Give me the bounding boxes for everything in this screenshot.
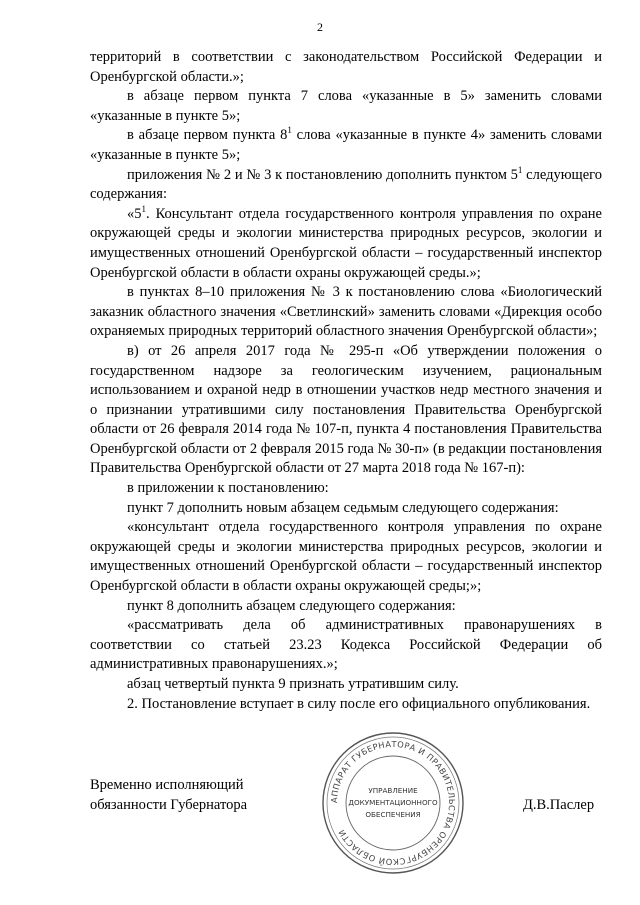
superscript: 1	[141, 203, 146, 214]
paragraph-text: . Консультант отдела государственного контроля управления по охране окружающей среды и экологии министерства природных ресурсов, экологии и имущественных отношений Оренбургской области – государственный инспектор Оренбургской области в области охраны окружающей среды.»;	[90, 205, 602, 281]
paragraph: пункт 7 дополнить новым абзацем седьмым следующего содержания:	[127, 499, 559, 516]
paragraph: «консультант отдела государственного контроля управления по охране окружающей среды и экологии министерства природных ресурсов, экологии и имущественных отношений Оренбургской области – государственный инспектор Оренбургской области в области охраны окружающей среды;»;	[90, 519, 602, 595]
superscript: 1	[517, 164, 523, 175]
paragraph	[90, 126, 602, 165]
superscript: 1	[287, 125, 292, 136]
seal-center-line: УПРАВЛЕНИЕ	[368, 786, 418, 795]
page-number: 2	[317, 20, 323, 34]
paragraph: пункт 8 дополнить абзацем следующего содержания:	[127, 597, 456, 614]
seal-ring-text: АППАРАТ ГУБЕРНАТОРА И ПРАВИТЕЛЬСТВА ОРЕНБУРГСКОЙ ОБЛАСТИ	[328, 738, 458, 868]
official-seal	[320, 730, 466, 876]
paragraph: «рассматривать дела об административных правонарушениях в соответствии со статьей 23.23 Кодекса Российской Федерации об административных правонарушениях.»;	[90, 617, 602, 673]
paragraph-text: слова «указанные в пункте 4» заменить словами «указанные в пункте 5»;	[90, 127, 603, 163]
position-line: Временно исполняющий	[90, 777, 244, 793]
paragraph: 2. Постановление вступает в силу после его официального опубликования.	[127, 695, 591, 712]
signatory-position	[90, 775, 247, 815]
paragraph: территорий в соответствии с законодательством Российской Федерации и Оренбургской области.»;	[90, 49, 602, 85]
position-line: обязанности Губернатора	[90, 797, 248, 813]
document-body	[90, 48, 602, 714]
paragraph: в) от 26 апреля 2017 года № 295-п «Об утверждении положения о государственном надзоре за геологическим изучением, рациональным использованием и охраной недр в отношении участков недр местного значения и о признании утратившими силу постановления Правительства Оренбургской области от 26 февраля 2014 года № 107-п, пункта 4 постановления Правительства Оренбургской области от 2 февраля 2015 года № 30-п» (в редакции постановления Правительства Оренбургской области от 27 марта 2018 года № 167-п):	[90, 342, 602, 477]
seal-center-line: ОБЕСПЕЧЕНИЯ	[365, 810, 421, 819]
paragraph-text: приложения № 2 и № 3 к постановлению дополнить пунктом 5	[127, 166, 518, 183]
paragraph: в пунктах 8–10 приложения № 3 к постановлению слова «Биологический заказник областного значения «Светлинский» заменить словами «Дирекция особо охраняемых природных территорий областного значения Оренбургской области»;	[90, 284, 602, 340]
paragraph: в абзаце первом пункта 7 слова «указанные в 5» заменить словами «указанные в пункте 5»;	[90, 88, 602, 124]
paragraph: в приложении к постановлению:	[127, 480, 329, 497]
paragraph	[90, 205, 602, 283]
paragraph: абзац четвертый пункта 9 признать утратившим силу.	[127, 676, 459, 692]
seal-center-line: ДОКУМЕНТАЦИОННОГО	[348, 798, 438, 807]
signatory-name: Д.В.Паслер	[523, 797, 595, 813]
paragraph-text: следующего содержания:	[90, 166, 602, 203]
paragraph-text: «5	[127, 205, 142, 222]
paragraph	[90, 166, 602, 205]
paragraph-text: в абзаце первом пункта 8	[127, 127, 288, 144]
